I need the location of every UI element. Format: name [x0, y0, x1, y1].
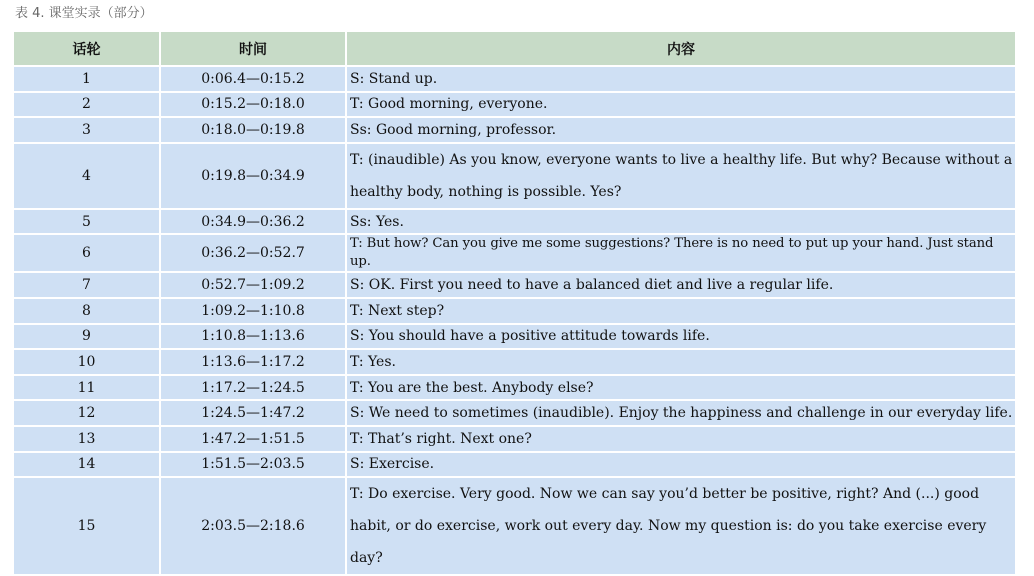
content-cell: T: That’s right. Next one?: [347, 427, 1015, 453]
time-cell: 1:09.2—1:10.8: [161, 299, 347, 325]
table-row: [14, 273, 1015, 299]
content-cell: T: Yes.: [347, 350, 1015, 376]
table-row: [14, 453, 1015, 479]
content-cell: T: (inaudible) As you know, everyone wants to live a healthy life. But why? Because without a healthy body, nothing is possible. Yes?: [347, 144, 1015, 210]
turn-cell: 9: [14, 325, 161, 351]
turn-cell: 1: [14, 67, 161, 93]
content-cell: S: Exercise.: [347, 453, 1015, 479]
turn-cell: 12: [14, 401, 161, 427]
table-row: [14, 118, 1015, 144]
table-row: [14, 299, 1015, 325]
content-cell: S: Stand up.: [347, 67, 1015, 93]
table-body: [14, 67, 1015, 576]
content-cell: T: Do exercise. Very good. Now we can say you’d better be positive, right? And (...) good habit, or do exercise, work out every day. Now my question is: do you take exercise every day?: [347, 478, 1015, 576]
content-cell: S: OK. First you need to have a balanced diet and live a regular life.: [347, 273, 1015, 299]
turn-cell: 8: [14, 299, 161, 325]
time-cell: 0:52.7—1:09.2: [161, 273, 347, 299]
table-row: [14, 350, 1015, 376]
header-content: 内容: [347, 32, 1015, 67]
content-cell: Ss: Good morning, professor.: [347, 118, 1015, 144]
time-cell: 0:18.0—0:19.8: [161, 118, 347, 144]
time-cell: 0:15.2—0:18.0: [161, 93, 347, 119]
turn-cell: 7: [14, 273, 161, 299]
header-turn: 话轮: [14, 32, 161, 67]
content-cell: T: Next step?: [347, 299, 1015, 325]
time-cell: 1:47.2—1:51.5: [161, 427, 347, 453]
table-header-row: [14, 32, 1015, 67]
turn-cell: 14: [14, 453, 161, 479]
content-cell: T: You are the best. Anybody else?: [347, 376, 1015, 402]
table-row: [14, 93, 1015, 119]
turn-cell: 2: [14, 93, 161, 119]
time-cell: 1:17.2—1:24.5: [161, 376, 347, 402]
content-cell: S: We need to sometimes (inaudible). Enjoy the happiness and challenge in our everyday life.: [347, 401, 1015, 427]
table-row: [14, 478, 1015, 576]
content-cell: T: But how? Can you give me some suggestions? There is no need to put up your hand. Just stand up.: [347, 235, 1015, 273]
time-cell: 1:10.8—1:13.6: [161, 325, 347, 351]
turn-cell: 15: [14, 478, 161, 576]
header-time: 时间: [161, 32, 347, 67]
turn-cell: 6: [14, 235, 161, 273]
turn-cell: 13: [14, 427, 161, 453]
classroom-transcript-table: [14, 32, 1015, 576]
table-row: [14, 427, 1015, 453]
time-cell: 1:13.6—1:17.2: [161, 350, 347, 376]
content-cell: S: You should have a positive attitude towards life.: [347, 325, 1015, 351]
table-row: [14, 325, 1015, 351]
time-cell: 0:34.9—0:36.2: [161, 210, 347, 236]
turn-cell: 10: [14, 350, 161, 376]
turn-cell: 3: [14, 118, 161, 144]
table-row: [14, 376, 1015, 402]
table-row: [14, 401, 1015, 427]
time-cell: 1:51.5—2:03.5: [161, 453, 347, 479]
time-cell: 0:06.4—0:15.2: [161, 67, 347, 93]
table-row: [14, 67, 1015, 93]
time-cell: 2:03.5—2:18.6: [161, 478, 347, 576]
table-row: [14, 210, 1015, 236]
time-cell: 1:24.5—1:47.2: [161, 401, 347, 427]
table-row: [14, 235, 1015, 273]
table-caption: 表 4. 课堂实录（部分）: [15, 6, 153, 21]
content-cell: T: Good morning, everyone.: [347, 93, 1015, 119]
turn-cell: 4: [14, 144, 161, 210]
time-cell: 0:36.2—0:52.7: [161, 235, 347, 273]
table-row: [14, 144, 1015, 210]
time-cell: 0:19.8—0:34.9: [161, 144, 347, 210]
turn-cell: 11: [14, 376, 161, 402]
turn-cell: 5: [14, 210, 161, 236]
content-cell: Ss: Yes.: [347, 210, 1015, 236]
